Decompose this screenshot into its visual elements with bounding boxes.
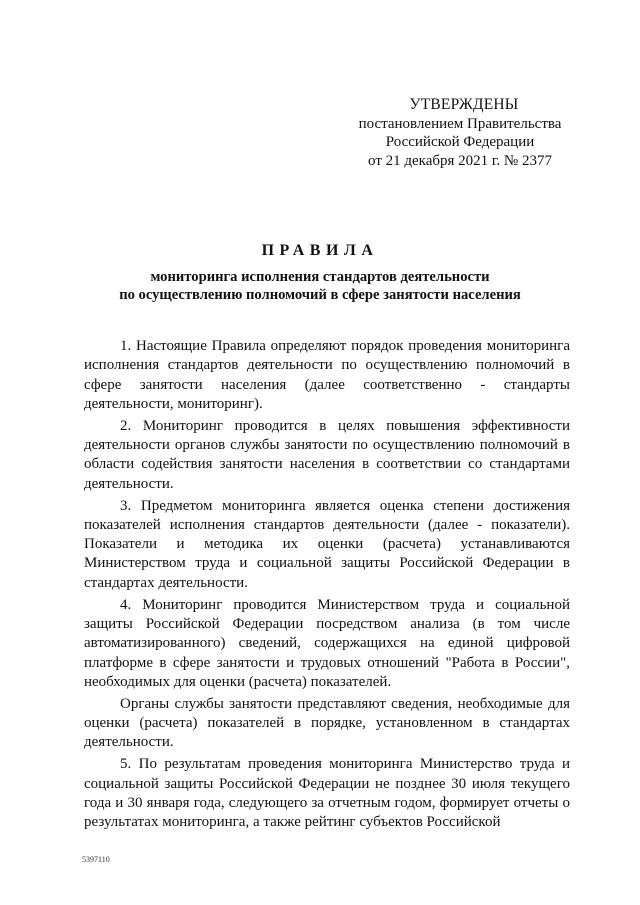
document-code: 5397110 bbox=[82, 855, 110, 864]
paragraph-5: 5. По результатам проведения мониторинга Министерство труда и социальной защиты Российской Федерации не позднее 30 июля текущего года и 30 января года, следующего за отчетным годом, формирует отчеты о результатах мониторинга, а также рейтинг субъектов Российской bbox=[84, 756, 570, 831]
approval-line-2: Российской Федерации bbox=[385, 134, 535, 150]
paragraph-4-continued: Органы службы занятости представляют сведения, необходимые для оценки (расчета) показателей в порядке, установленном в стандартах деятельности. bbox=[84, 695, 570, 751]
approval-line-3: от 21 декабря 2021 г. № 2377 bbox=[368, 152, 552, 169]
document-body bbox=[84, 337, 570, 835]
document-title: ПРАВИЛА bbox=[261, 242, 379, 259]
paragraph-4: 4. Мониторинг проводится Министерством труда и социальной защиты Российской Федерации посредством анализа (в том числе автоматизированного) сведений, содержащихся на единой цифровой платформе в сфере занятости и трудовых отношений "Работа в России", необходимых для оценки (расчета) показателей. bbox=[84, 596, 570, 690]
paragraph-1: 1. Настоящие Правила определяют порядок проведения мониторинга исполнения стандартов деятельности по осуществлению полномочий в сфере занятости населения (далее соответственно - стандарты деятельности, мониторинг). bbox=[84, 338, 570, 412]
paragraph-3: 3. Предметом мониторинга является оценка степени достижения показателей исполнения стандартов деятельности (далее - показатели). Показатели и методика их оценки (расчета) устанавливаются Министерством труда и социальной защиты Российской Федерации в стандартах деятельности. bbox=[84, 497, 570, 591]
approval-line-1: постановлением Правительства bbox=[358, 115, 562, 132]
subtitle-line-2: по осуществлению полномочий в сфере занятости населения bbox=[119, 287, 521, 303]
approval-heading: УТВЕРЖДЕНЫ bbox=[409, 96, 519, 113]
approval-stamp bbox=[340, 96, 580, 170]
document-subtitle bbox=[0, 268, 640, 304]
subtitle-line-1: мониторинга исполнения стандартов деятельности bbox=[150, 269, 490, 285]
paragraph-2: 2. Мониторинг проводится в целях повышения эффективности деятельности органов службы занятости по осуществлению полномочий в области содействия занятости населения в соответствии со стандартами деятельности. bbox=[84, 417, 570, 492]
